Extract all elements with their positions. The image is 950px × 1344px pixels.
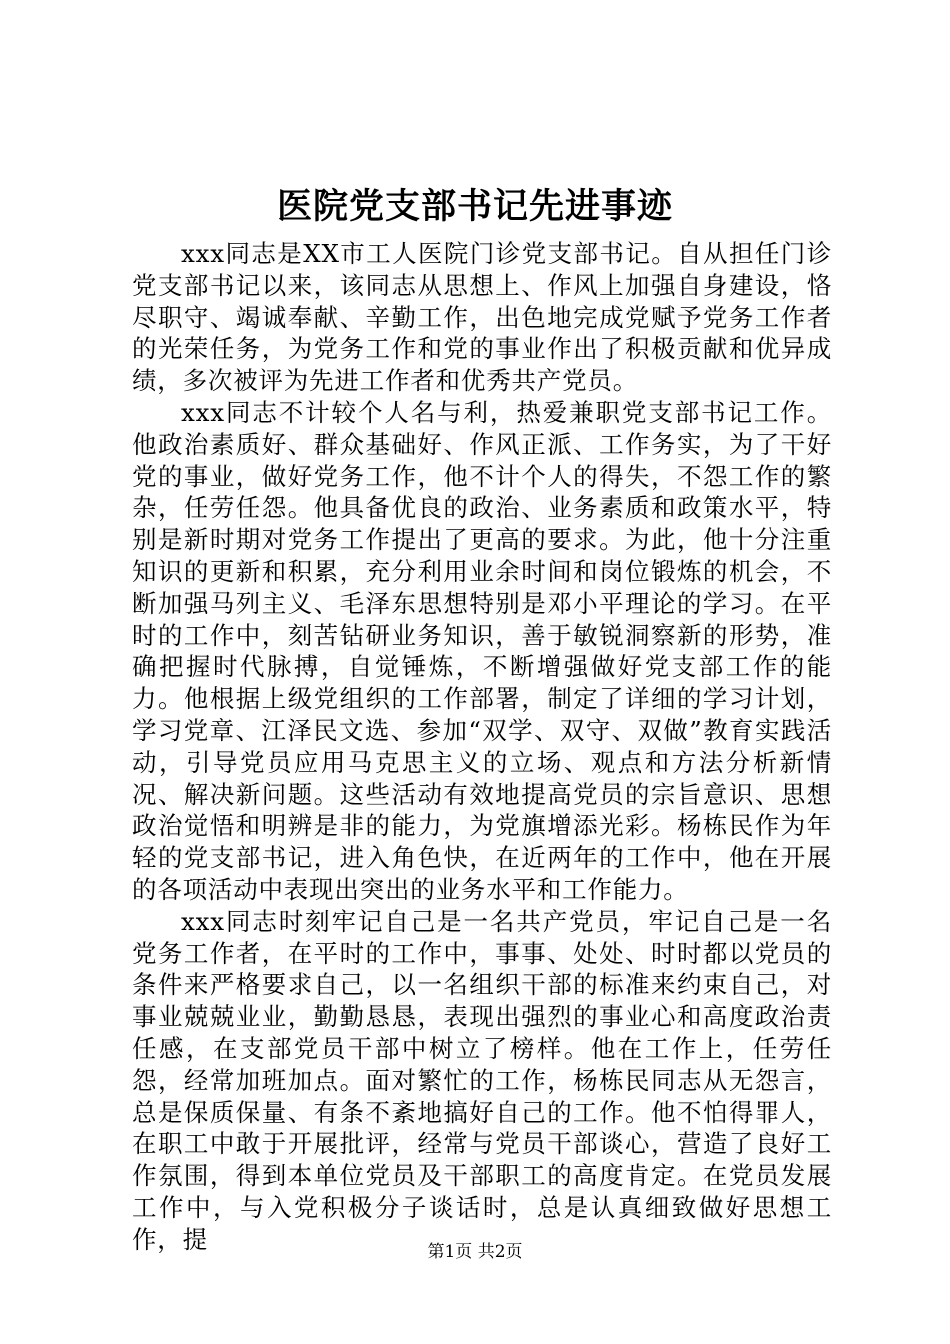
document-title: 医院党支部书记先进事迹 (276, 186, 673, 227)
document-body (132, 238, 832, 1256)
paragraph-3: xxx同志时刻牢记自己是一名共产党员，牢记自己是一名党务工作者，在平时的工作中，事事、处处、时时都以党员的条件来严格要求自己，以一名组织干部的标准来约束自己，对事业兢兢业业，勤勤恳恳，表现出强烈的事业心和高度政治责任感，在支部党员干部中树立了榜样。他在工作上，任劳任怨，经常加班加点。面对繁忙的工作，杨栋民同志从无怨言，总是保质保量、有条不紊地搞好自己的工作。他不怕得罪人，在职工中敢于开展批评，经常与党员干部谈心，营造了良好工作氛围，得到本单位党员及干部职工的高度肯定。在党员发展工作中，与入党积极分子谈话时，总是认真细致做好思想工作，提 (132, 906, 832, 1254)
paragraph-2: xxx同志不计较个人名与利，热爱兼职党支部书记工作。他政治素质好、群众基础好、作风正派、工作务实，为了干好党的事业，做好党务工作，他不计个人的得失，不怨工作的繁杂，任劳任怨。他具备优良的政治、业务素质和政策水平，特别是新时期对党务工作提出了更高的要求。为此，他十分注重知识的更新和积累，充分利用业余时间和岗位锻炼的机会，不断加强马列主义、毛泽东思想特别是邓小平理论的学习。在平时的工作中，刻苦钻研业务知识，善于敏锐洞察新的形势，准确把握时代脉搏，自觉锤炼，不断增强做好党支部工作的能力。他根据上级党组织的工作部署，制定了详细的学习计划，学习党章、江泽民文选、参加“双学、双守、双做”教育实践活动，引导党员应用马克思主义的立场、观点和方法分析新情况、解决新问题。这些活动有效地提高党员的宗旨意识、思想政治觉悟和明辨是非的能力，为党旗增添光彩。杨栋民作为年轻的党支部书记，进入角色快，在近两年的工作中，他在开展的各项活动中表现出突出的业务水平和工作能力。 (132, 397, 832, 904)
page-number-footer: 第1页 共2页 (427, 1242, 523, 1262)
paragraph-1: xxx同志是XX市工人医院门诊党支部书记。自从担任门诊党支部书记以来，该同志从思想上、作风上加强自身建设，恪尽职守、竭诚奉献、辛勤工作，出色地完成党赋予党务工作者的光荣任务，为党务工作和党的事业作出了积极贡献和优异成绩，多次被评为先进工作者和优秀共产党员。 (132, 239, 832, 396)
